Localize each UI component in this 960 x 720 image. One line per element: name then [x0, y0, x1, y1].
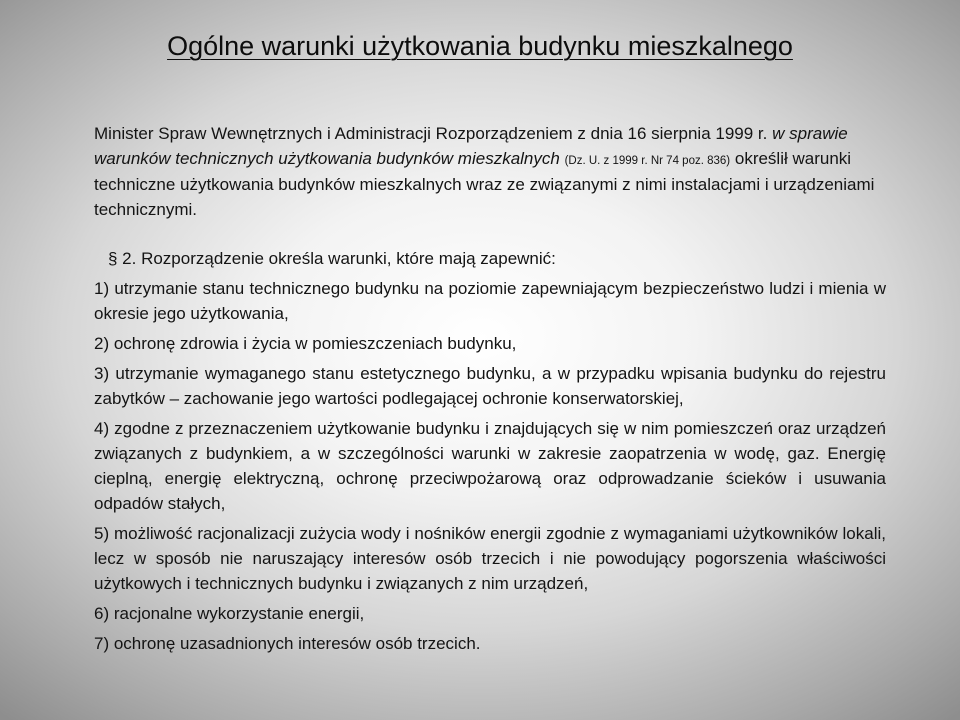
- intro-part1: Minister Spraw Wewnętrznych i Administracji Rozporządzeniem z dnia 16 sierpnia 1999 r.: [94, 124, 768, 143]
- list-item: 4) zgodne z przeznaczeniem użytkowanie budynku i znajdujących się w nim pomieszczeń oraz urządzeń związanych z budynkiem, a w szczególności warunki w zakresie zaopatrzenia w wodę, gaz. Energię cieplną, energię elektryczną, ochronę przeciwpożarową oraz odprowadzanie ścieków i usuwania odpadów stałych,: [94, 419, 886, 513]
- list-item: 7) ochronę uzasadnionych interesów osób trzecich.: [94, 634, 481, 653]
- intro-italic: w sprawie warunków technicznych użytkowania budynków mieszkalnych: [94, 124, 848, 168]
- section-2: [94, 246, 886, 661]
- intro-part2: określił warunki techniczne użytkowania budynków mieszkalnych wraz ze związanymi z nimi instalacjami i urządzeniami technicznymi.: [94, 148, 875, 219]
- list-item: 3) utrzymanie wymaganego stanu estetycznego budynku, a w przypadku wpisania budynku do rejestru zabytków – zachowanie jego wartości podlegającej ochronie konserwatorskiej,: [94, 364, 886, 408]
- list-item: 1) utrzymanie stanu technicznego budynku na poziomie zapewniającym bezpieczeństwo ludzi i mienia w okresie jego użytkowania,: [94, 279, 886, 323]
- intro-citation: (Dz. U. z 1999 r. Nr 74 poz. 836): [564, 154, 731, 167]
- list-item: 5) możliwość racjonalizacji zużycia wody i nośników energii zgodnie z wymaganiami użytkowników lokali, lecz w sposób nie naruszający interesów osób trzecich i nie powodujący pogorszenia właściwości użytkowych i technicznych budynku i związanych z nim urządzeń,: [94, 524, 886, 593]
- intro-paragraph: [94, 122, 886, 222]
- list-item: 2) ochronę zdrowia i życia w pomieszczeniach budynku,: [94, 334, 517, 353]
- page-title: Ogólne warunki użytkowania budynku mieszkalnego: [167, 31, 793, 61]
- section-heading: § 2. Rozporządzenie określa warunki, które mają zapewnić:: [108, 249, 556, 268]
- list-item: 6) racjonalne wykorzystanie energii,: [94, 604, 365, 623]
